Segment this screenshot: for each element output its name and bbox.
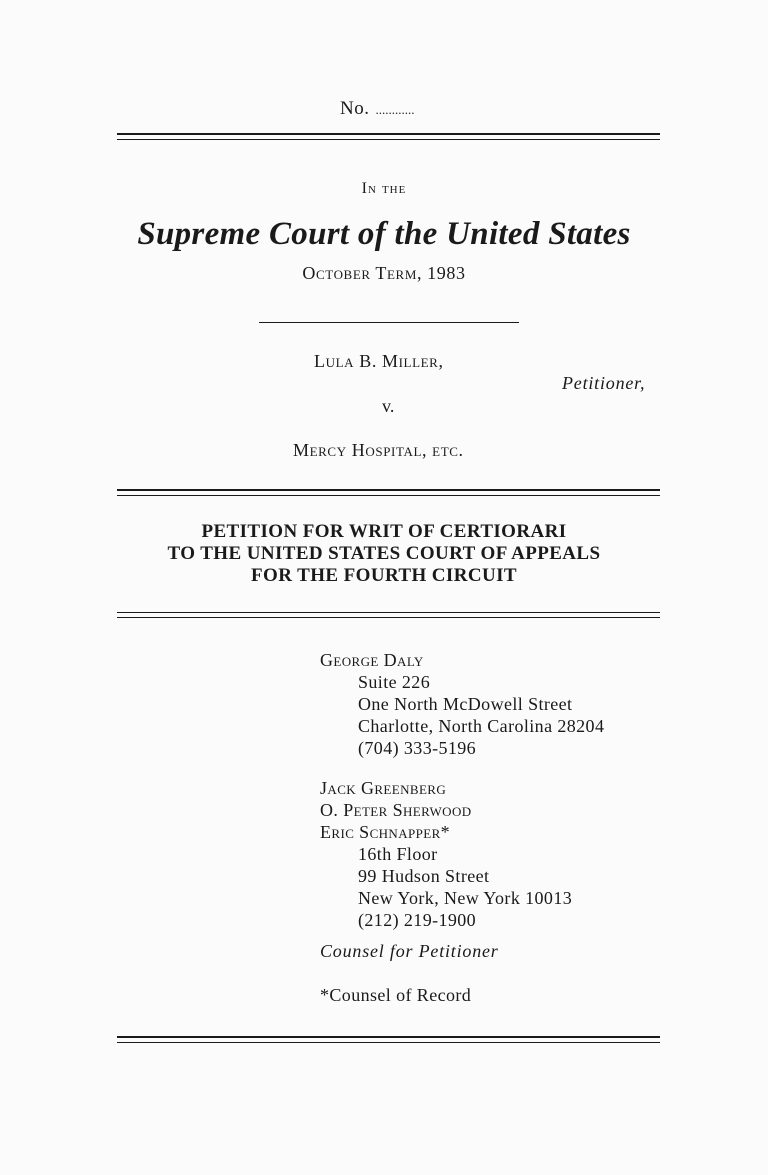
petition-title-line: FOR THE FOURTH CIRCUIT	[251, 565, 517, 586]
court-prefix: In the	[361, 180, 407, 197]
counsel-of-record-note: *Counsel of Record	[320, 985, 472, 1005]
address-line: New York, New York 10013	[358, 888, 573, 908]
versus: v.	[382, 396, 395, 416]
petition-title	[0, 521, 768, 587]
caption-divider	[259, 322, 519, 323]
address-line: Suite 226	[358, 672, 431, 692]
counsel-name: George Daly	[320, 650, 424, 670]
docket-blank: ............	[375, 102, 415, 117]
address-line: 99 Hudson Street	[358, 866, 490, 886]
counsel-block-2	[320, 777, 572, 931]
bottom-rule	[117, 1036, 660, 1043]
petition-bottom-rule	[117, 612, 660, 618]
petition-title-line: PETITION FOR WRIT OF CERTIORARI	[201, 521, 567, 542]
petitioner-name: Lula B. Miller,	[314, 351, 444, 371]
counsel-name: Jack Greenberg	[320, 778, 447, 798]
counsel-block-1	[320, 649, 604, 759]
counsel-name: Eric Schnapper*	[320, 822, 451, 842]
petition-title-line: TO THE UNITED STATES COURT OF APPEALS	[167, 543, 601, 564]
phone-line: (212) 219-1900	[358, 910, 477, 930]
court-term: October Term, 1983	[302, 263, 466, 283]
caption-bottom-rule	[117, 489, 660, 496]
address-line: Charlotte, North Carolina 28204	[358, 716, 605, 736]
counsel-for-petitioner: Counsel for Petitioner	[320, 941, 499, 961]
phone-line: (704) 333-5196	[358, 738, 477, 758]
respondent-name: Mercy Hospital, etc.	[293, 440, 464, 460]
docket-label: No.	[340, 98, 370, 119]
address-line: One North McDowell Street	[358, 694, 573, 714]
counsel-name: O. Peter Sherwood	[320, 800, 472, 820]
address-line: 16th Floor	[358, 844, 438, 864]
petitioner-role: Petitioner,	[562, 373, 646, 393]
court-name: Supreme Court of the United States	[137, 216, 631, 252]
top-rule	[117, 133, 660, 140]
docket-number	[340, 98, 414, 120]
